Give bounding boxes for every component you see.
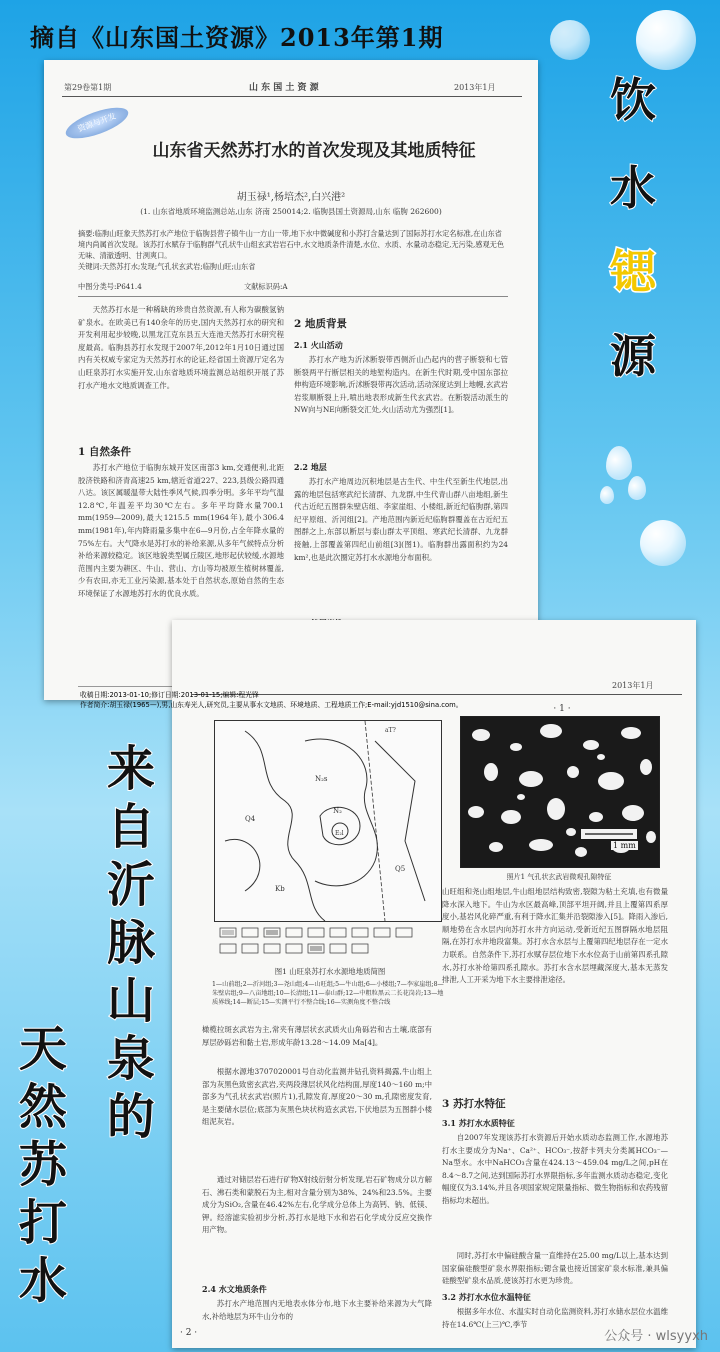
slogan-char: 饮 bbox=[610, 73, 656, 127]
page2-right-text-1: 山旺组和尧山组地层,牛山组地层结构致密,裂隙为粘土充填,也有微量降水深入地下。牛山为水区最高峰,顶部平坦开阔,并且上覆第四系厚度小,基岩风化碎严重,有利于降水汇集并沿裂隙渗入[5]。降雨入渗后,顺地势在含水层内向苏打水井方向运动,受新近纪五图群隔水地层阻隔,在苏打水井地段富集。苏打水含水层与上覆第四纪地层存在一定水力联系。自然条件下,苏打水赋存层位地下水水位高于山前第四系孔隙水,苏打水补给第四系孔隙水。苏打水含水层埋藏深度大,基本无蒸发排泄,人工开采为地下水主要排泄途径。 bbox=[442, 887, 668, 985]
section-2-2-text: 苏打水产地周边沉积地层是古生代、中生代至新生代地层,出露的地层包括寒武纪长清群、九龙群,中生代青山群八亩地组,新生代古近纪五图群朱壁店组、李家崖组、小楼组,新近纪临朐群,第四纪平原组、沂河组[2]。产地范围内新近纪临朐群覆盖在古近纪五图群之上,东部以断层与泰山群太平顶组、寒武纪长清群、九龙群接触,上部覆盖第四纪山前组[3](图1)。临朐群出露面积约为24 km²,也是此次圈定苏打水水源地分布面积。 bbox=[294, 477, 508, 562]
slogan-right bbox=[604, 70, 662, 386]
photo-scale-label: 1 mm bbox=[613, 841, 636, 850]
keywords: 关键词:天然苏打水;发现;气孔状玄武岩;临朐山旺;山东省 bbox=[78, 262, 256, 271]
geology-map-drawing bbox=[215, 721, 441, 921]
abstract-rule bbox=[78, 296, 508, 297]
slogan-char: 脉 bbox=[106, 915, 155, 971]
slogan-char: 泉 bbox=[106, 1031, 155, 1087]
slogan-char: 然 bbox=[18, 1079, 67, 1135]
slogan-char: 水 bbox=[610, 161, 656, 215]
slogan-left bbox=[14, 1020, 72, 1310]
running-head-volume: 第29卷第1期 bbox=[64, 83, 112, 92]
photo-number: · 1 · bbox=[553, 704, 571, 714]
section-2-2-heading: 2.2 地层 bbox=[294, 462, 327, 472]
journal-page-2 bbox=[172, 620, 696, 1348]
running-head-date-2: 2013年1月 bbox=[612, 681, 654, 690]
svg-text:Kb: Kb bbox=[275, 885, 285, 893]
section-3-2-text: 根据多年水位、水温实时自动化监测资料,苏打水储水层位水温维持在14.6℃(上三)℃,季节 bbox=[442, 1307, 668, 1329]
intro-paragraph: 天然苏打水是一种稀缺的珍贵自然资源,有人称为碳酸氢钠矿泉水。在欧美已有140余年的历史,国内天然苏打水的研究和开发利用起步较晚,以黑龙江克东县五大连池天然苏打水研究程度最高。临朐县苏打水发现于2007年,2012年1月10日通过国内有关权威专家定为天然苏打水的论证,经省国土资源厅定名为山旺泉苏打水实施开发,山东省地质环境监测总站组织开展了苏打水产地水文地质调查工作。 bbox=[78, 305, 284, 390]
slogan-char: 的 bbox=[106, 1089, 155, 1145]
section-3-1-text: 自2007年发现该苏打水资源后开始水质动态监测工作,水源地苏打水主要成分为Na⁺、Ca²⁺、HCO₃⁻,按舒卡列夫分类属HCO₃⁻—Na型水。水中NaHCO₃含量在424.13～459.04 mg/L之间,pH在8.4～8.7之间,达到国际苏打水界限指标,多年监测水质动态稳定,变化幅度仅为3.14%,并且各项国家规定限量指标、微生物指标和农药残留指标均未超出。 bbox=[442, 1133, 668, 1205]
section-3-2-heading: 3.2 苏打水水位水温特征 bbox=[442, 1292, 531, 1302]
page2-left-text-3: 通过对储层岩石进行矿物X射线衍射分析发现,岩石矿物成分以方解石、沸石类和蒙脱石为主,相对含量分别为38%、24%和23.5%。主要成分为SiO₂,含量在46.42%左右,化学成分总体上为高钙、钠、低镁、钾。经溶滤实验初步分析,苏打水是地下水和岩石化学成分反应交换作用产物。 bbox=[202, 1175, 432, 1235]
footnote-dates: 收稿日期:2013-01-10;修订日期:2013-01-15;编辑:程光锋 bbox=[80, 691, 259, 699]
slogan-char: 打 bbox=[18, 1195, 67, 1251]
slogan-middle bbox=[102, 740, 160, 1146]
page2-left-text-2: 根据水源地3707020001号自动化监测井钻孔资料揭露,牛山组上部为灰黑色致密玄武岩,夹两段薄层状风化结构面,厚度140～160 m;中部多为气孔状玄武岩(照片1),孔隙发育,厚度20～30 m,孔隙密度发育,是主要储水层位;底部为灰黑色块状构造玄武岩,下伏地层为五图群小楼组泥灰岩。 bbox=[202, 1067, 432, 1127]
water-drop-icon bbox=[600, 486, 614, 504]
abstract-text: 摘要:临朐山旺象天然苏打水产地位于临朐县营子镇牛山一方山一带,地下水中微碱度和小苏打含量达到了国际苏打水定名标准,在山东省境内尚属首次发现。该苏打水赋存于临朐群气孔状牛山组玄武岩岩石中,水文地质条件清楚,水位、水质、水量动态稳定,无污染,感观无色无味、清澈透明、甘洌爽口。 bbox=[78, 229, 505, 260]
footnote-author: 作者简介:胡玉禄(1965—),男,山东寿光人,研究员,主要从事水文地质、环境地质、工程地质工作;E-mail:yjd1510@sina.com。 bbox=[80, 701, 463, 709]
slogan-char: 天 bbox=[18, 1021, 67, 1077]
article-affiliation: (1. 山东省地质环境监测总站,山东 济南 250014;2. 临朐县国土资源局,山东 临朐 262600) bbox=[140, 207, 442, 216]
bubble-decoration bbox=[640, 520, 686, 566]
article-title: 山东省天然苏打水的首次发现及其地质特征 bbox=[152, 141, 476, 161]
section-3-1-text-2: 同时,苏打水中偏硅酸含量一直维持在25.00 mg/L以上,基本达到国家偏硅酸型矿泉水界限指标;锶含量也接近国家矿泉水标准,兼具偏硅酸型矿泉水品质,使该苏打水更为珍贵。 bbox=[442, 1251, 668, 1286]
section-2-heading: 2 地质背景 bbox=[294, 318, 347, 330]
article-authors: 胡玉禄¹,杨培杰²,白兴港² bbox=[236, 192, 346, 203]
running-head-journal: 山 东 国 土 资 源 bbox=[249, 83, 319, 93]
svg-text:N₂: N₂ bbox=[333, 807, 342, 815]
water-drop-icon bbox=[628, 476, 646, 500]
section-2-1-heading: 2.1 火山活动 bbox=[294, 340, 343, 350]
section-2-1-text: 苏打水产地为沂沭断裂带西侧沂山凸起内的营子断裂和七管断裂两平行断层相关的地堑构造内。在新生代时期,受中国东部拉伸构造环境影响,沂沭断裂带再次活动,活动深度达到上地幔,玄武岩岩浆顺断裂上升,喷出地表形成新生代玄武岩。在断裂活动派生的NW向与NE向断裂交汇处,火山活动尤为强烈[1]。 bbox=[294, 355, 508, 415]
section-1-text: 苏打水产地位于临朐东城开发区南部3 km,交通便利,北距胶济铁路和济青高速25 km,辖近省道227、223,县级公路四通八达。该区属暖温带大陆性季风气候,四季分明。多年平均气温12.8℃,年温差平均30℃左右。多年平均降水量700.1 mm(1959—2009),最大1215.5 mm(1964年),最小306.4 mm(1981年),年内降雨量多集中在6—9月份,占全年降水量的75%左右。大气降水是苏打水的补给来源,从多年气候特点分析补给来源较稳定。该区地貌类型属丘陵区,地形起伏较缓,水源地范围内主要为耕区、牛山、营山、方山等均被原生植树林覆盖,少有农田,亦无工业污染源,基本处于自然状态,原始自然的生态环境保证了水源地苏打水的优良水质。 bbox=[78, 463, 284, 598]
section-1-heading: 1 自然条件 bbox=[78, 446, 131, 458]
page-number: · 2 · bbox=[180, 1328, 198, 1338]
svg-text:Q4: Q4 bbox=[245, 815, 256, 823]
document-code: 文献标识码:A bbox=[244, 282, 288, 291]
photo-1-caption: 照片1 气孔状玄武岩微观孔隙特征 bbox=[506, 873, 612, 881]
basalt-pore-photo bbox=[460, 716, 660, 868]
section-tag-badge: 资源与开发 bbox=[62, 101, 132, 144]
figure-1-caption: 图1 山旺泉苏打水水源地地质简图 bbox=[274, 967, 386, 976]
article-abstract bbox=[78, 228, 508, 272]
running-head-date: 2013年1月 bbox=[454, 83, 496, 92]
slogan-char: 山 bbox=[106, 973, 155, 1029]
svg-text:E₂l: E₂l bbox=[335, 830, 344, 837]
geology-map-figure bbox=[214, 720, 442, 922]
svg-text:Q5: Q5 bbox=[395, 865, 406, 873]
slogan-char: 水 bbox=[18, 1253, 67, 1309]
slogan-char: 苏 bbox=[18, 1137, 67, 1193]
page2-left-text-1: 橄榄拉斑玄武岩为主,常夹有薄层状玄武质火山角砾岩和古土壤,底部有厚层砂砾岩和黏土岩,形成年龄13.28～14.09 Ma[4]。 bbox=[202, 1025, 432, 1047]
water-drop-icon bbox=[606, 446, 632, 480]
classification-code: 中图分类号:P641.4 bbox=[78, 282, 142, 291]
slogan-char: 源 bbox=[610, 329, 656, 383]
map-legend bbox=[218, 926, 438, 958]
slogan-char-highlight: 锶 bbox=[610, 245, 656, 299]
section-2-4-text: 苏打水产地范围内无地表水体分布,地下水主要补给来源为大气降水,补给地层为环牛山分布的 bbox=[202, 1299, 432, 1321]
journal-page-1 bbox=[44, 60, 538, 700]
figure-1-legend-text: 1—山前组;2—沂河组;3—尧山组;4—山旺组;5—牛山组;6—小楼组;7—李家崖组;8—朱壁店组;9—八亩地组;10—长清组;11—泰山群;12—中粗粒黑云二长花岗岩;13—地质界线;14—断层;15—实测平行不整合线;16—实测角度不整合线 bbox=[212, 981, 444, 1006]
slogan-char: 沂 bbox=[106, 857, 155, 913]
map-legend-swatches bbox=[218, 926, 438, 958]
bubble-decoration bbox=[550, 20, 590, 60]
slogan-char: 来 bbox=[106, 741, 155, 797]
bubble-decoration bbox=[636, 10, 696, 70]
svg-text:N₂s: N₂s bbox=[315, 775, 328, 783]
slogan-char: 自 bbox=[106, 799, 155, 855]
section-3-1-heading: 3.1 苏打水水质特征 bbox=[442, 1118, 515, 1128]
section-2-4-heading: 2.4 水文地质条件 bbox=[202, 1284, 267, 1294]
map-label: aT? bbox=[385, 727, 396, 734]
header-title: 摘自《山东国土资源》2013年第1期 bbox=[30, 23, 444, 52]
section-3-heading: 3 苏打水特征 bbox=[442, 1098, 506, 1110]
header-rule bbox=[62, 96, 522, 97]
wechat-watermark: 公众号 · wlsyyxh bbox=[604, 1329, 708, 1344]
